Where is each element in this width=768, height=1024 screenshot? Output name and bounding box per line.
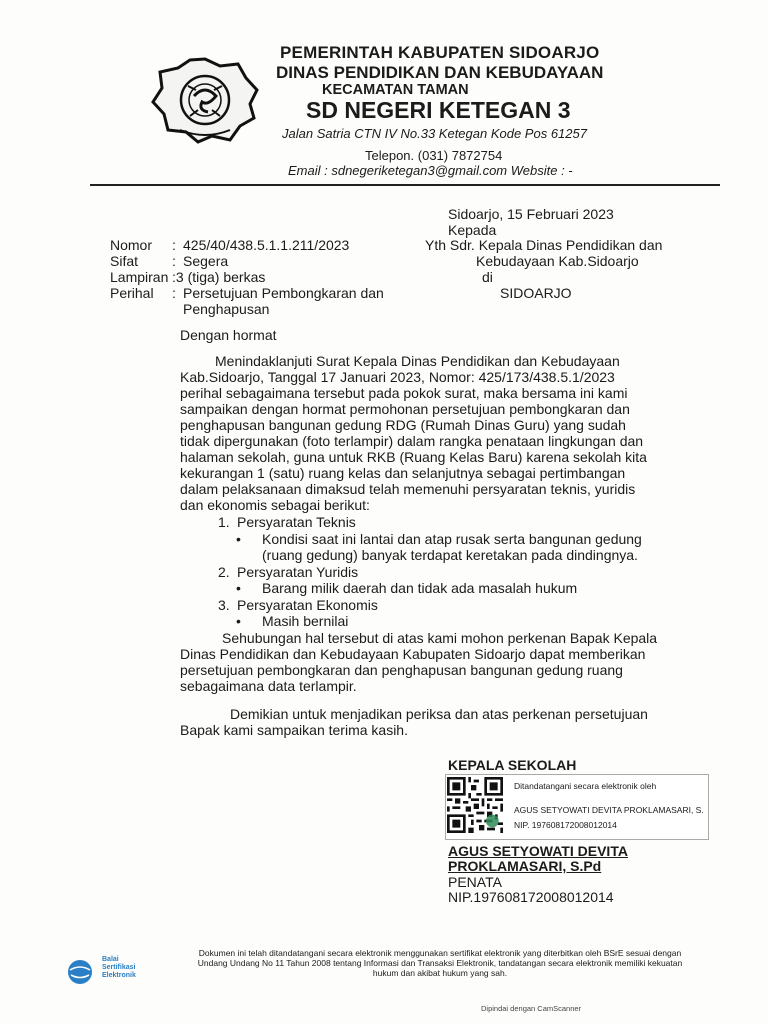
paragraph-2-line: persetujuan pembongkaran dan penghapusan bangunan gedung ruang [180, 662, 623, 678]
meta-value: Persetujuan Pembongkaran dan [183, 285, 384, 301]
bsre-wordmark: Balai Sertifikasi Elektronik [102, 956, 136, 979]
paragraph-2-line: Dinas Pendidikan dan Kebudayaan Kabupaten Sidoarjo dapat memberikan [180, 646, 646, 662]
paragraph-1-line: dalam pelaksanaan dimaksud telah memenuhi persyaratan teknis, yuridis [180, 481, 636, 497]
meta-colon: : [172, 237, 176, 253]
meta-nomor [110, 237, 349, 253]
letterhead-phone: Telepon. (031) 7872754 [365, 148, 503, 163]
recipient-di: di [482, 269, 493, 285]
signatory-rank: PENATA [448, 874, 502, 890]
recipient-kepada: Kepada [448, 222, 497, 238]
letterhead-agency: DINAS PENDIDIKAN DAN KEBUDAYAAN [276, 63, 604, 82]
paragraph-1-line: dan ekonomis sebagai berikut: [180, 497, 370, 513]
sidoarjo-regency-emblem [150, 56, 260, 146]
recipient-city: SIDOARJO [500, 285, 572, 301]
meta-lampiran [110, 269, 265, 285]
letterhead-address: Jalan Satria CTN IV No.33 Ketegan Kode Pos 61257 [282, 126, 587, 141]
letterhead-school-name: SD NEGERI KETEGAN 3 [306, 97, 571, 123]
meta-perihal-cont: Penghapusan [183, 301, 270, 317]
requirement-technical: Persyaratan Teknis [237, 514, 356, 530]
meta-label: Sifat [110, 253, 139, 269]
meta-label: Lampiran [110, 269, 169, 285]
letter-date: Sidoarjo, 15 Februari 2023 [448, 206, 614, 222]
signatory-name-line-1: AGUS SETYOWATI DEVITA [448, 843, 628, 859]
meta-colon: : [172, 285, 176, 301]
closing-line: Bapak kami sampaikan terima kasih. [180, 722, 408, 738]
bsre-globe-icon [66, 958, 94, 986]
meta-label: Nomor [110, 237, 153, 253]
requirement-economic: Persyaratan Ekonomis [237, 597, 378, 613]
requirement-juridical: Persyaratan Yuridis [237, 564, 359, 580]
qr-code-icon [447, 777, 503, 833]
meta-label: Perihal [110, 285, 154, 301]
salutation: Dengan hormat [180, 327, 277, 343]
paragraph-1-line: Menindaklanjuti Surat Kepala Dinas Pendidikan dan Kebudayaan [215, 353, 620, 369]
paragraph-1-line: tidak dipergunakan (foto terlampir) dalam rangka penataan lingkungan dan [180, 433, 644, 449]
meta-colon: : [172, 253, 176, 269]
paragraph-1-line: perihal sebagaimana tersebut pada pokok surat, maka bersama ini kami [180, 385, 628, 401]
requirement-detail: Masih bernilai [262, 613, 349, 629]
esign-caption: Ditandatangani secara elektronik oleh [514, 781, 657, 791]
recipient-line-1: Yth Sdr. Kepala Dinas Pendidikan dan [425, 237, 663, 253]
signatory-title: KEPALA SEKOLAH [448, 757, 577, 773]
letterhead-divider [90, 184, 720, 186]
recipient-line-2: Kebudayaan Kab.Sidoarjo [476, 253, 639, 269]
paragraph-2-line: Sehubungan hal tersebut di atas kami mohon perkenan Bapak Kepala [222, 630, 658, 646]
bullet-icon: • [236, 613, 241, 629]
bsre-logo [66, 950, 176, 990]
signatory-name-line-2: PROKLAMASARI, S.Pd [448, 858, 602, 874]
bullet-icon: • [236, 531, 241, 547]
letterhead-email: Email : sdnegeriketegan3@gmail.com Website : - [288, 163, 573, 178]
requirement-detail: Barang milik daerah dan tidak ada masalah hukum [262, 580, 578, 596]
meta-value: 3 (tiga) berkas [175, 269, 266, 285]
meta-sifat [110, 253, 228, 269]
paragraph-1-line: halaman sekolah, guna untuk RKB (Ruang Kelas Baru) karena sekolah kita [180, 449, 647, 465]
paragraph-1-line: penghapusan bangunan gedung RDG (Rumah Dinas Guru) yang sudah [180, 417, 626, 433]
signatory-nip: NIP.197608172008012014 [448, 889, 614, 905]
letterhead-district: KECAMATAN TAMAN [322, 82, 469, 98]
closing-line: Demikian untuk menjadikan periksa dan atas perkenan persetujuan [230, 706, 648, 722]
requirement-detail: Kondisi saat ini lantai dan atap rusak serta bangunan gedung [262, 531, 642, 547]
meta-colon: : [172, 269, 176, 285]
esign-legal-notice: Dokumen ini telah ditandatangani secara elektronik menggunakan sertifikat elektronik yang diterbitkan oleh BSrE sesuai dengan Undang Undang No 11 Tahun 2008 tentang Informasi dan Transaksi Elektronik, tandatangan secara elektronik memiliki kekuatan hukum dan akibat hukum yang sah. [197, 948, 683, 978]
paragraph-1-line: kekurangan 1 (satu) ruang kelas dan selanjutnya sebagai pertimbangan [180, 465, 626, 481]
meta-value: 425/40/438.5.1.1.211/2023 [183, 237, 350, 253]
letterhead-government: PEMERINTAH KABUPATEN SIDOARJO [280, 43, 600, 62]
esign-name: AGUS SETYOWATI DEVITA PROKLAMASARI, S. [514, 805, 704, 815]
paragraph-2-line: sebagaimana data terlampir. [180, 678, 357, 694]
paragraph-1-line: Kab.Sidoarjo, Tanggal 17 Januari 2023, Nomor: 425/173/438.5.1/2023 [180, 369, 615, 385]
requirement-detail: (ruang gedung) banyak terdapat keretakan pada dindingnya. [262, 547, 638, 563]
requirement-number: 1. [218, 514, 230, 530]
paragraph-1-line: sampaikan dengan hormat permohonan persetujuan pembongkaran dan [180, 401, 630, 417]
bullet-icon: • [236, 580, 241, 596]
meta-perihal [110, 285, 384, 301]
esign-nip: NIP. 197608172008012014 [514, 820, 617, 830]
requirement-number: 2. [218, 564, 230, 580]
meta-value: Segera [183, 253, 229, 269]
requirement-number: 3. [218, 597, 230, 613]
camscanner-watermark: Dipindai dengan CamScanner [481, 1004, 582, 1013]
